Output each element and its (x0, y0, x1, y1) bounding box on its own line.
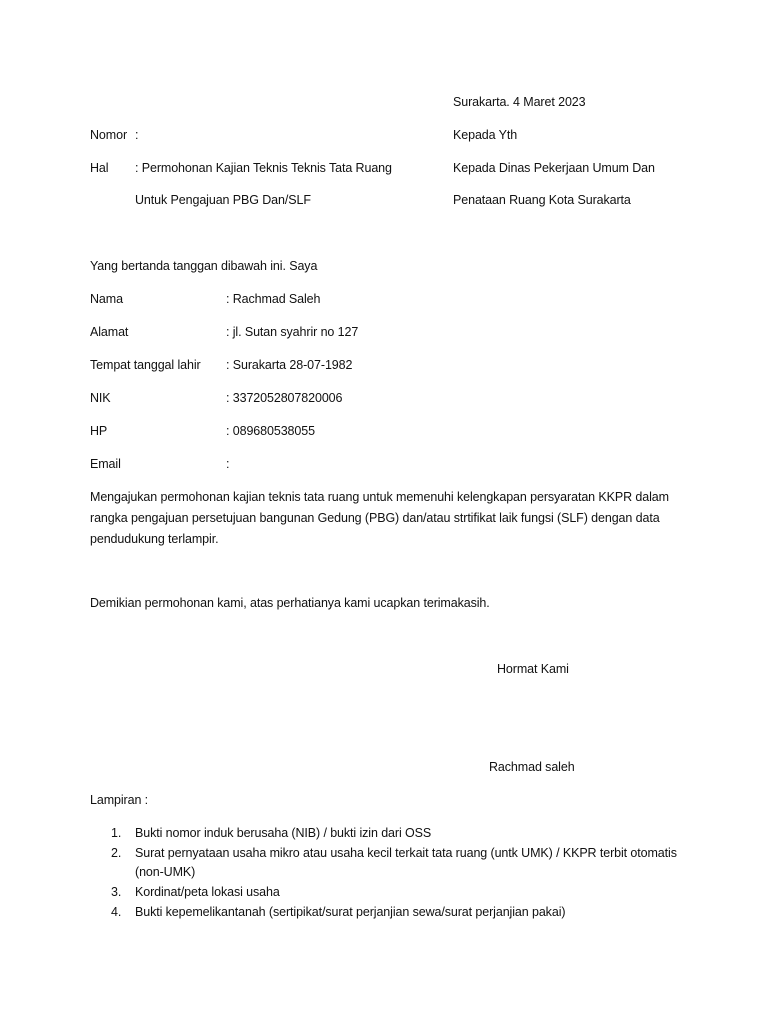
field-label-email: Email (90, 457, 121, 471)
field-label-ttl: Tempat tanggal lahir (90, 358, 201, 372)
list-item (90, 824, 690, 843)
list-item (90, 844, 690, 882)
list-item (90, 903, 690, 922)
list-item-number: 2. (111, 846, 122, 860)
hal-line-2: Untuk Pengajuan PBG Dan/SLF (135, 193, 311, 207)
list-item-number: 4. (111, 905, 122, 919)
field-label-alamat: Alamat (90, 325, 129, 339)
regards: Hormat Kami (497, 662, 569, 676)
nomor-colon: : (135, 128, 139, 142)
lampiran-label: Lampiran : (90, 793, 149, 807)
list-item-text: Bukti nomor induk berusaha (NIB) / bukti izin dari OSS (135, 826, 432, 840)
list-item (90, 883, 690, 902)
recipient-line-3: Penataan Ruang Kota Surakarta (453, 193, 631, 207)
recipient-line-1: Kepada Yth (453, 128, 518, 142)
list-item-text: Bukti kepemelikantanah (sertipikat/surat perjanjian sewa/surat perjanjian pakai) (135, 905, 566, 919)
hal-line-1: : Permohonan Kajian Teknis Teknis Tata Ruang (135, 161, 392, 175)
field-value-ttl: : Surakarta 28-07-1982 (226, 358, 353, 372)
body-paragraph: Mengajukan permohonan kajian teknis tata ruang untuk memenuhi kelengkapan persyaratan KKPR dalam rangka pengajuan persetujuan bangunan Gedung (PBG) dan/atau strtifikat laik fungsi (SLF) dengan data pendudukung terlampir. (90, 490, 669, 546)
field-label-nik: NIK (90, 391, 111, 405)
field-value-nik: : 3372052807820006 (226, 391, 343, 405)
field-value-email: : (226, 457, 230, 471)
list-item-text: Kordinat/peta lokasi usaha (135, 885, 280, 899)
lampiran-list (90, 824, 690, 923)
intro-text: Yang bertanda tanggan dibawah ini. Saya (90, 259, 318, 273)
list-item-text: Surat pernyataan usaha mikro atau usaha kecil terkait tata ruang (untk UMK) / KKPR terbit otomatis (non-UMK) (135, 846, 677, 879)
field-value-alamat: : jl. Sutan syahrir no 127 (226, 325, 359, 339)
signature-name: Rachmad saleh (489, 760, 575, 774)
closing-paragraph: Demikian permohonan kami, atas perhatianya kami ucapkan terimakasih. (90, 596, 490, 610)
recipient-line-2: Kepada Dinas Pekerjaan Umum Dan (453, 161, 655, 175)
field-value-hp: : 089680538055 (226, 424, 315, 438)
field-label-nama: Nama (90, 292, 123, 306)
list-item-number: 1. (111, 826, 122, 840)
nomor-label: Nomor (90, 128, 128, 142)
field-label-hp: HP (90, 424, 108, 438)
hal-label: Hal (90, 161, 109, 175)
place-date: Surakarta. 4 Maret 2023 (453, 95, 586, 109)
field-value-nama: : Rachmad Saleh (226, 292, 321, 306)
list-item-number: 3. (111, 885, 122, 899)
